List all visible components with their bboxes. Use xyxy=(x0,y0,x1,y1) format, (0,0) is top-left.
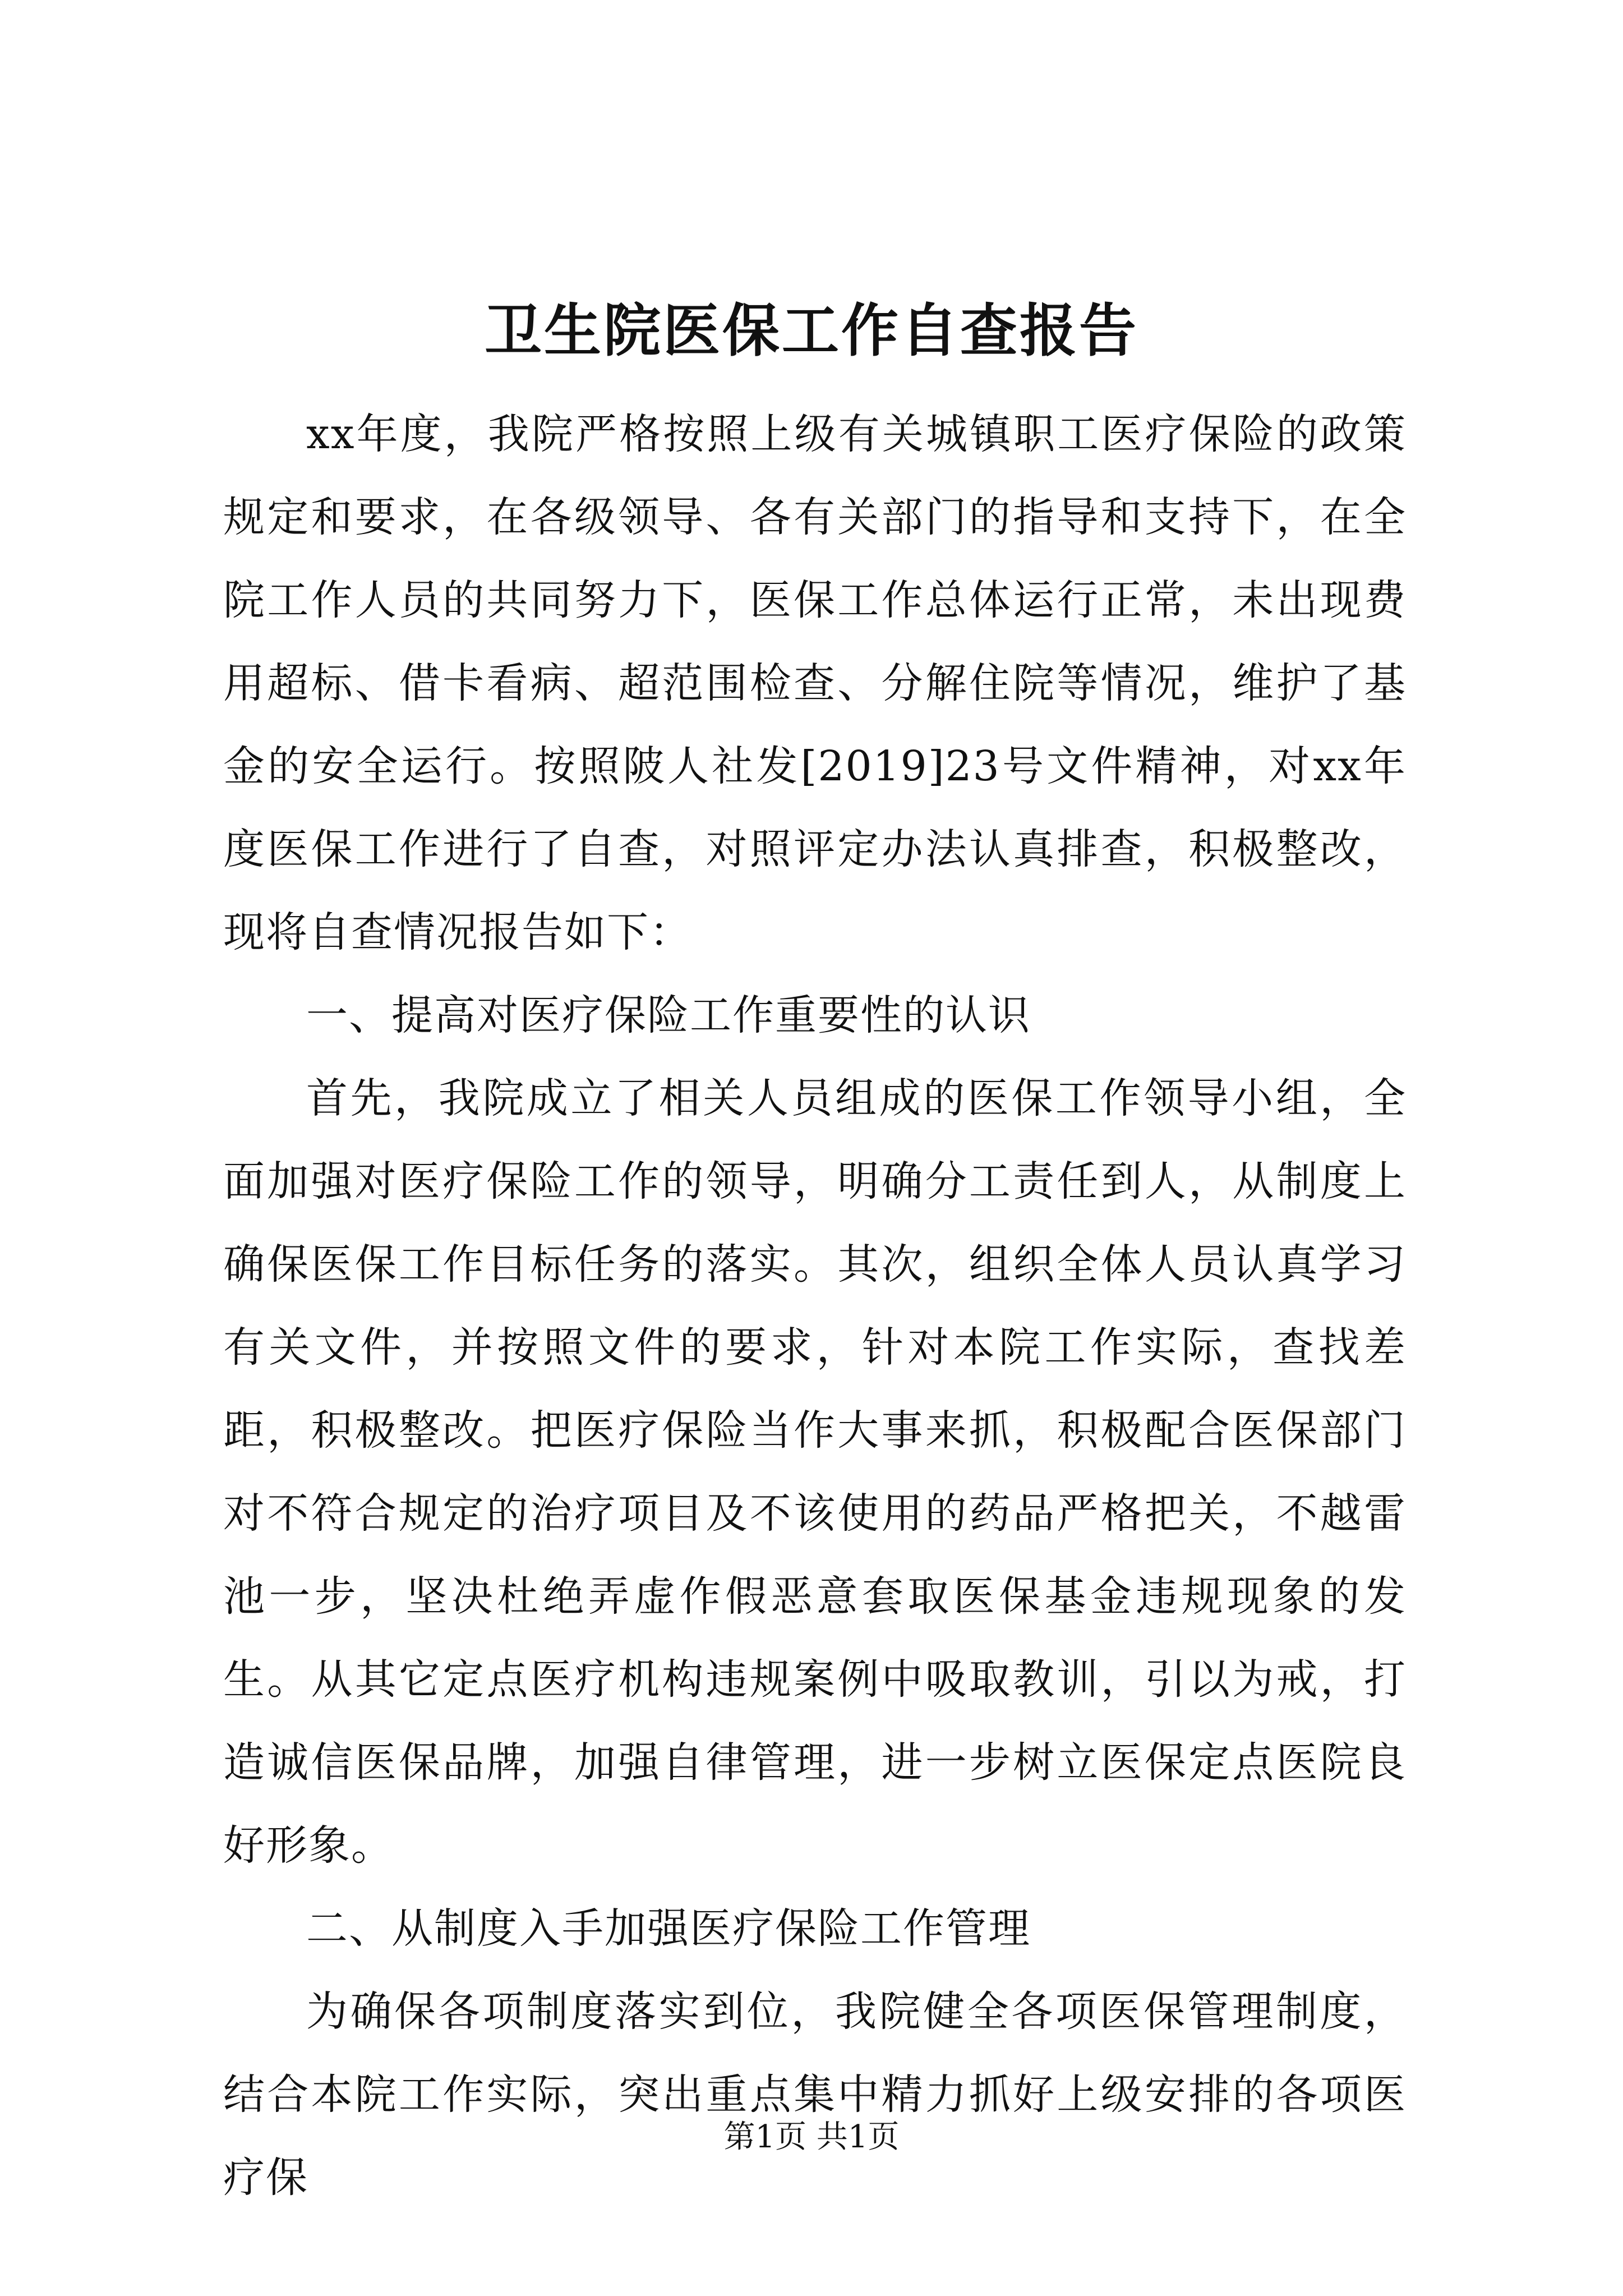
section-heading-2: 二、从制度入手加强医疗保险工作管理 xyxy=(306,1904,1031,1953)
paragraph-section-2: 为确保各项制度落实到位，我院健全各项医保管理制度，结合本院工作实际，突出重点集中精力抓好上级安排的各项医疗保 xyxy=(223,1987,1407,2202)
page-footer: 第1页 共1页 xyxy=(723,2119,900,2155)
section-heading-1: 一、提高对医疗保险工作重要性的认识 xyxy=(306,991,1031,1039)
document-body xyxy=(223,393,1407,2219)
paragraph-section-1: 首先，我院成立了相关人员组成的医保工作领导小组，全面加强对医疗保险工作的领导，明确分工责任到人，从制度上确保医保工作目标任务的落实。其次，组织全体人员认真学习有关文件，并按照文件的要求，针对本院工作实际，查找差距，积极整改。把医疗保险当作大事来抓，积极配合医保部门对不符合规定的治疗项目及不该使用的药品严格把关，不越雷池一步，坚决杜绝弄虚作假恶意套取医保基金违规现象的发生。从其它定点医疗机构违规案例中吸取教训，引以为戒，打造诚信医保品牌，加强自律管理，进一步树立医保定点医院良好形象。 xyxy=(223,1074,1407,1870)
paragraph-intro: xx年度，我院严格按照上级有关城镇职工医疗保险的政策规定和要求，在各级领导、各有关部门的指导和支持下，在全院工作人员的共同努力下，医保工作总体运行正常，未出现费用超标、借卡看病、超范围检查、分解住院等情况，维护了基金的安全运行。按照陂人社发[2019]23号文件精神，对xx年度医保工作进行了自查，对照评定办法认真排查，积极整改，现将自查情况报告如下： xyxy=(223,410,1407,956)
document-title: 卫生院医保工作自查报告 xyxy=(485,297,1138,365)
